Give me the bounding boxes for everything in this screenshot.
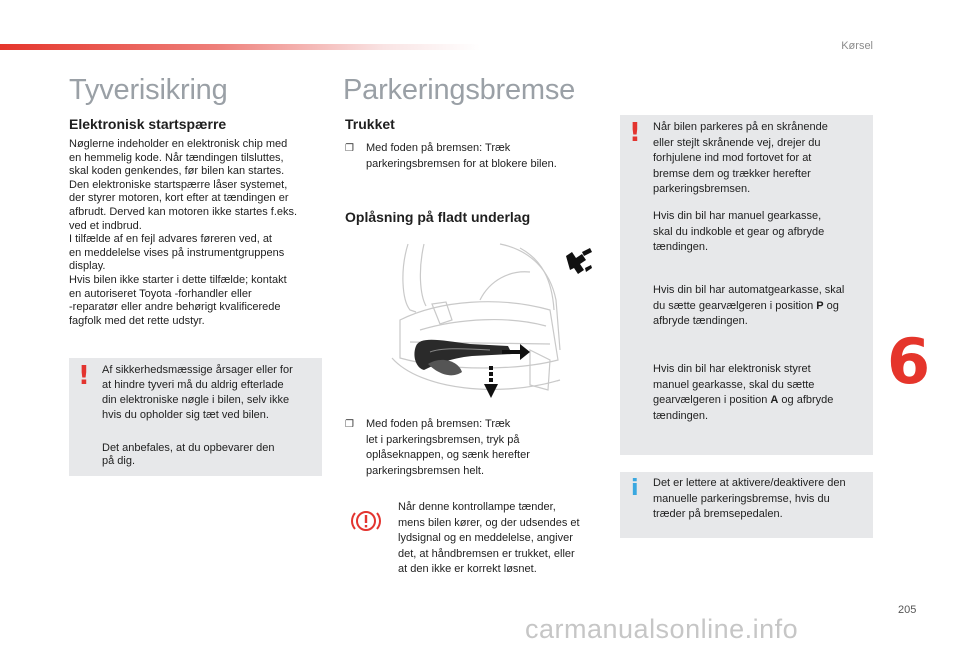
- page-number: 205: [898, 604, 917, 616]
- bullet-marker-icon: ❐: [345, 419, 354, 430]
- right-info-box: [620, 472, 873, 538]
- warning-exclamation-icon: !: [78, 361, 90, 391]
- bullet-engage-text: Med foden på bremsen: Træk parkeringsbremsen for at blokere bilen.: [366, 142, 557, 170]
- left-warning-box: [69, 358, 322, 476]
- subtitle-electronic-immobiliser: Elektronisk startspærre: [69, 116, 227, 132]
- hand-lever-icon: [562, 246, 594, 278]
- immobiliser-description: Nøglerne indeholder en elektronisk chip med en hemmelig kode. Når tændingen tilsluttes, skal koden genkendes, før bilen kan startes. Den elektroniske startspærre låser systemet, der styrer motoren, kort efter at tændingen er afbrudt. Derved kan motoren ikke startes f.eks. ved et indbrud. I tilfælde af en fejl advares føreren ved, at en meddelelse vises på instrumentgruppens display. Hvis bilen ikke starter i dette tilfælde; kontakt en autoriseret Toyota -forhandler eller -reparatør eller andre behørigt kvalificerede fagfolk med det rette udstyr.: [69, 138, 298, 327]
- bullet-release-text: Med foden på bremsen: Træk let i parkeringsbremsen, tryk på oplåseknappen, og sænk herefter parkeringsbremsen helt.: [366, 418, 530, 477]
- subtitle-engaged: Trukket: [345, 116, 395, 132]
- warning-exclamation-icon: !: [629, 118, 641, 148]
- warning-lamp-text: Når denne kontrollampe tænder, mens bilen kører, og der udsendes et lydsignal og en meddelelse, angiver det, at håndbremsen er trukket, eller at den ikke er korrekt løsnet.: [398, 501, 580, 575]
- warning-lamp-icon: [350, 505, 382, 537]
- left-warning-text-2: Det anbefales, at du opbevarer den på dig.: [102, 442, 275, 467]
- chapter-label: Kørsel: [841, 40, 873, 52]
- watermark: carmanualsonline.info: [525, 614, 799, 644]
- right-warning-box: [620, 115, 873, 455]
- info-icon: i: [631, 476, 639, 501]
- manual-gearbox-text: Hvis din bil har manuel gearkasse, skal du indkoble et gear og afbryde tændingen.: [653, 210, 825, 253]
- bullet-marker-icon: ❐: [345, 143, 354, 154]
- info-text: Det er lettere at aktivere/deaktivere den manuelle parkeringsbremse, hvis du træder på bremsepedalen.: [653, 477, 846, 520]
- left-warning-text-1: Af sikkerhedsmæssige årsager eller for at hindre tyveri må du aldrig efterlade din elektroniske nøgle i bilen, selv ikke hvis du opholder sig tæt ved bilen.: [102, 364, 293, 421]
- chapter-number: 6: [887, 325, 931, 398]
- slope-parking-text: Når bilen parkeres på en skrånende eller stejlt skrånende vej, drejer du forhjulene ind mod fortovet for at bremse dem og trækker herefter parkeringsbremsen.: [653, 121, 828, 195]
- header-accent-bar: [0, 44, 480, 50]
- parking-brake-lever-illustration: [380, 240, 566, 400]
- section-title-parking-brake: Parkeringsbremse: [343, 74, 576, 106]
- subtitle-release-flat: Oplåsning på fladt underlag: [345, 209, 531, 225]
- electronic-gearbox-text: Hvis din bil har elektronisk styret manuel gearkasse, skal du sætte gearvælgeren i position A og afbryde tændingen.: [653, 363, 834, 422]
- automatic-gearbox-text: Hvis din bil har automatgearkasse, skal du sætte gearvælgeren i position P og afbryde tændingen.: [653, 284, 845, 327]
- section-title-theft-protection: Tyverisikring: [69, 74, 228, 106]
